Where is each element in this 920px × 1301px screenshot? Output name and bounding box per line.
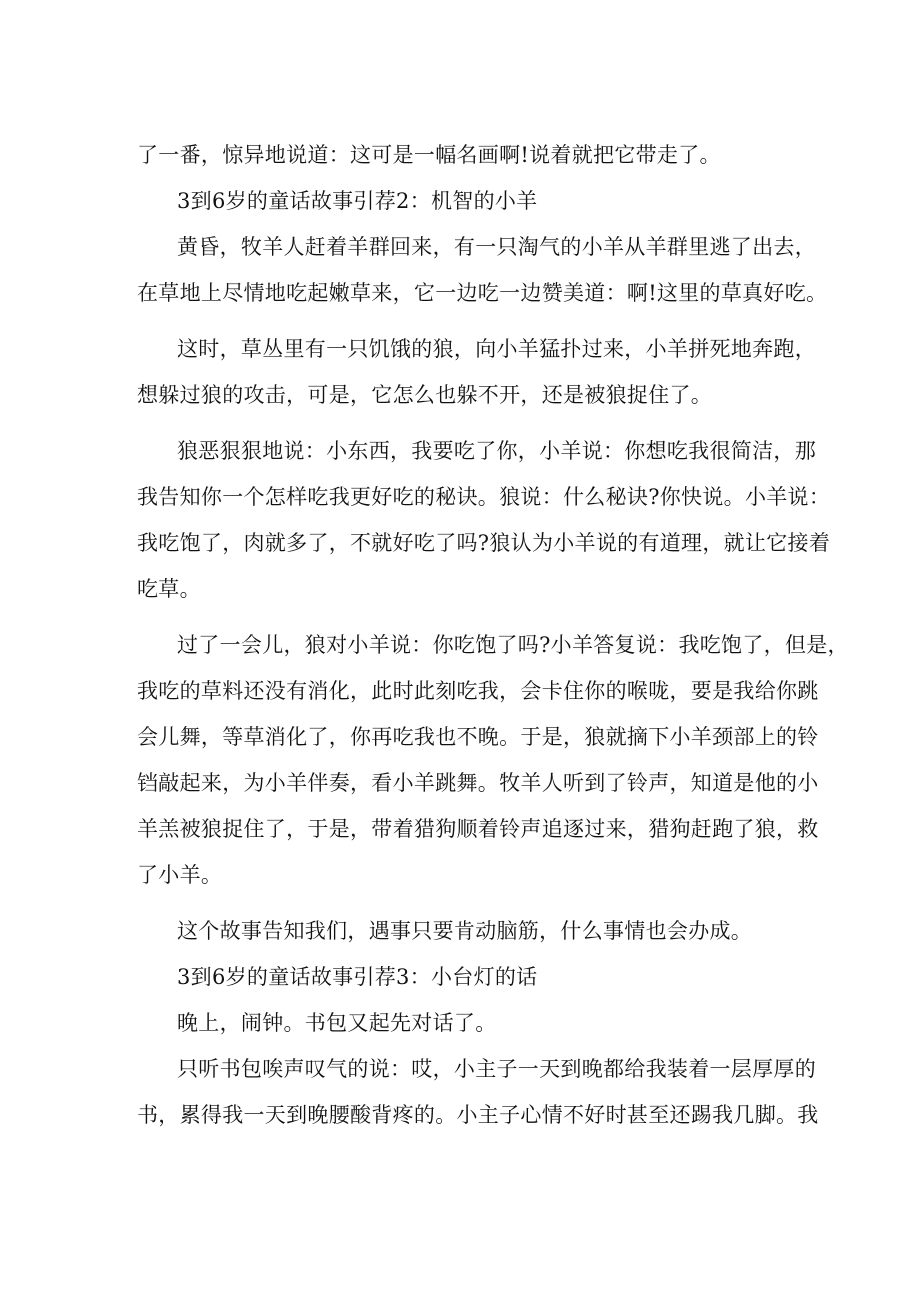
text-line: 黄昏，牧羊人赶着羊群回来，有一只淘气的小羊从羊群里逃了出去，	[177, 235, 816, 259]
text-line: 晚上，闹钟。书包又起先对话了。	[177, 1011, 497, 1035]
text-line: 羊羔被狼捉住了，于是，带着猎狗顺着铃声追逐过来，猎狗赶跑了狼，救	[137, 817, 819, 841]
text-line: 这个故事告知我们，遇事只要肯动脑筋，什么事情也会办成。	[177, 919, 753, 943]
text-line: 了小羊。	[137, 863, 223, 887]
text-line: 了一番，惊异地说道：这可是一幅名画啊!说着就把它带走了。	[137, 143, 721, 167]
text-line: 想躲过狼的攻击，可是，它怎么也躲不开，还是被狼捉住了。	[137, 383, 713, 407]
section-heading: 3到6岁的童话故事引荐3：小台灯的话	[177, 965, 538, 989]
text-line: 狼恶狠狠地说：小东西，我要吃了你，小羊说：你想吃我很简洁，那	[177, 439, 816, 463]
document-body	[137, 132, 849, 1138]
text-line: 吃草。	[137, 577, 201, 601]
text-line: 会儿舞，等草消化了，你再吃我也不晚。于是，狼就摘下小羊颈部上的铃	[137, 725, 819, 749]
text-line: 这时，草丛里有一只饥饿的狼，向小羊猛扑过来，小羊拼死地奔跑，	[177, 337, 816, 361]
text-line: 我吃的草料还没有消化，此时此刻吃我，会卡住你的喉咙，要是我给你跳	[137, 679, 819, 703]
text-line: 书，累得我一天到晚腰酸背疼的。小主子心情不好时甚至还踢我几脚。我	[137, 1103, 819, 1127]
section-heading: 3到6岁的童话故事引荐2：机智的小羊	[177, 189, 538, 213]
text-line: 在草地上尽情地吃起嫩草来，它一边吃一边赞美道：啊!这里的草真好吃。	[137, 281, 828, 305]
text-line: 铛敲起来，为小羊伴奏，看小羊跳舞。牧羊人听到了铃声，知道是他的小	[137, 771, 819, 795]
text-line: 只听书包唉声叹气的说：哎，小主子一天到晚都给我装着一层厚厚的	[177, 1057, 816, 1081]
text-line: 我吃饱了，肉就多了，不就好吃了吗?狼认为小羊说的有道理，就让它接着	[137, 531, 831, 555]
text-line: 我告知你一个怎样吃我更好吃的秘诀。狼说：什么秘诀?你快说。小羊说：	[137, 485, 831, 509]
text-line: 过了一会儿，狼对小羊说：你吃饱了吗?小羊答复说：我吃饱了，但是，	[177, 633, 849, 657]
